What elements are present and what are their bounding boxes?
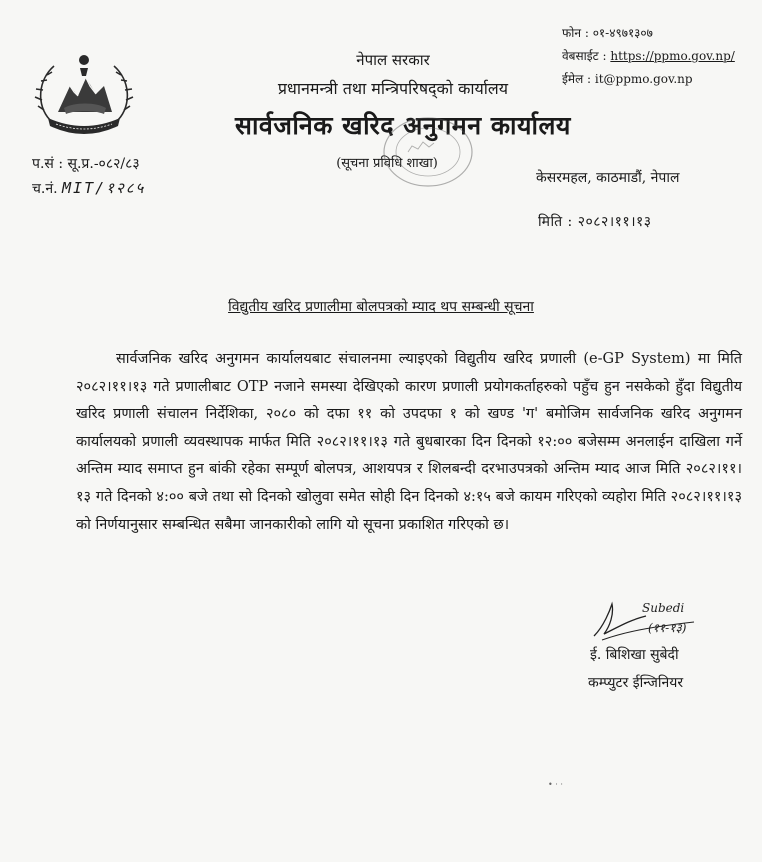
office-name: सार्वजनिक खरिद अनुगमन कार्यालय — [235, 111, 571, 140]
signature-date: (११-१३) — [648, 621, 687, 635]
signer-title: कम्प्युटर ईन्जिनियर — [588, 675, 684, 691]
section-name: (सूचना प्रविधि शाखा) — [336, 156, 438, 171]
reference-block — [32, 152, 145, 201]
ministry-name: प्रधानमन्त्री तथा मन्त्रिपरिषद्को कार्यालय — [277, 79, 509, 98]
notice-date: मिति : २०८२।११।१३ — [538, 214, 652, 230]
signature-scribble: Subedi — [642, 601, 685, 615]
office-stamp — [378, 112, 478, 194]
phone-number: फोन : ०१-४९७१३०७ — [562, 26, 653, 40]
chalani-number — [32, 176, 145, 201]
notice-subject: विद्युतीय खरिद प्रणालीमा बोलपत्रको म्याद थप सम्बन्धी सूचना — [228, 299, 534, 315]
office-address: केसरमहल, काठमाडौं, नेपाल — [536, 170, 680, 186]
signer-name: ई. बिशिखा सुबेदी — [590, 647, 679, 663]
chalani-label: च.नं. — [32, 181, 63, 197]
website-label: वेबसाईट : — [562, 49, 611, 63]
signature — [590, 596, 700, 644]
website-link[interactable]: https://ppmo.gov.np/ — [610, 49, 735, 63]
patra-sankhya: प.सं : सू.प्र.-०८२/८३ — [32, 156, 140, 172]
notice-body: सार्वजनिक खरिद अनुगमन कार्यालयबाट संचालनमा ल्याइएको विद्युतीय खरिद प्रणाली (e-GP System) मा मिति २०८२।११।१३ गते प्रणालीबाट OTP नजाने समस्या देखिएको कारण प्रणाली प्रयोगकर्ताहरुको पहुँच हुन नसकेको हुँदा विद्युतीय खरिद प्रणाली संचालन निर्देशिका, २०८० को दफा ११ को उपदफा १ को खण्ड 'ग' बमोजिम सार्वजनिक खरिद अनुगमन कार्यालयको प्रणाली व्यवस्थापक मार्फत मिति २०८२।११।१३ गते बुधबारका दिन दिनको १२:०० बजेसम्म अनलाईन दाखिला गर्ने अन्तिम म्याद समाप्त हुन बांकी रहेका सम्पूर्ण बोलपत्र, आशयपत्र र शिलबन्दी दरभाउपत्रको अन्तिम म्याद आज मिति २०८२।११।१३ गते दिनको ४:०० बजे तथा सो दिनको खोलुवा समेत सोही दिन दिनको ४:१५ बजे कायम गरिएको व्यहोरा मिति २०८२।११।१३ को निर्णयानुसार सम्बन्धित सबैमा जानकारीको लागि यो सूचना प्रकाशित गरिएको छ। — [76, 351, 742, 533]
government-name: नेपाल सरकार — [356, 51, 430, 69]
chalani-value: MIT/१२८५ — [62, 179, 146, 197]
email-address: ईमेल : it@ppmo.gov.np — [562, 72, 693, 86]
scan-mark: • · · — [548, 780, 563, 789]
